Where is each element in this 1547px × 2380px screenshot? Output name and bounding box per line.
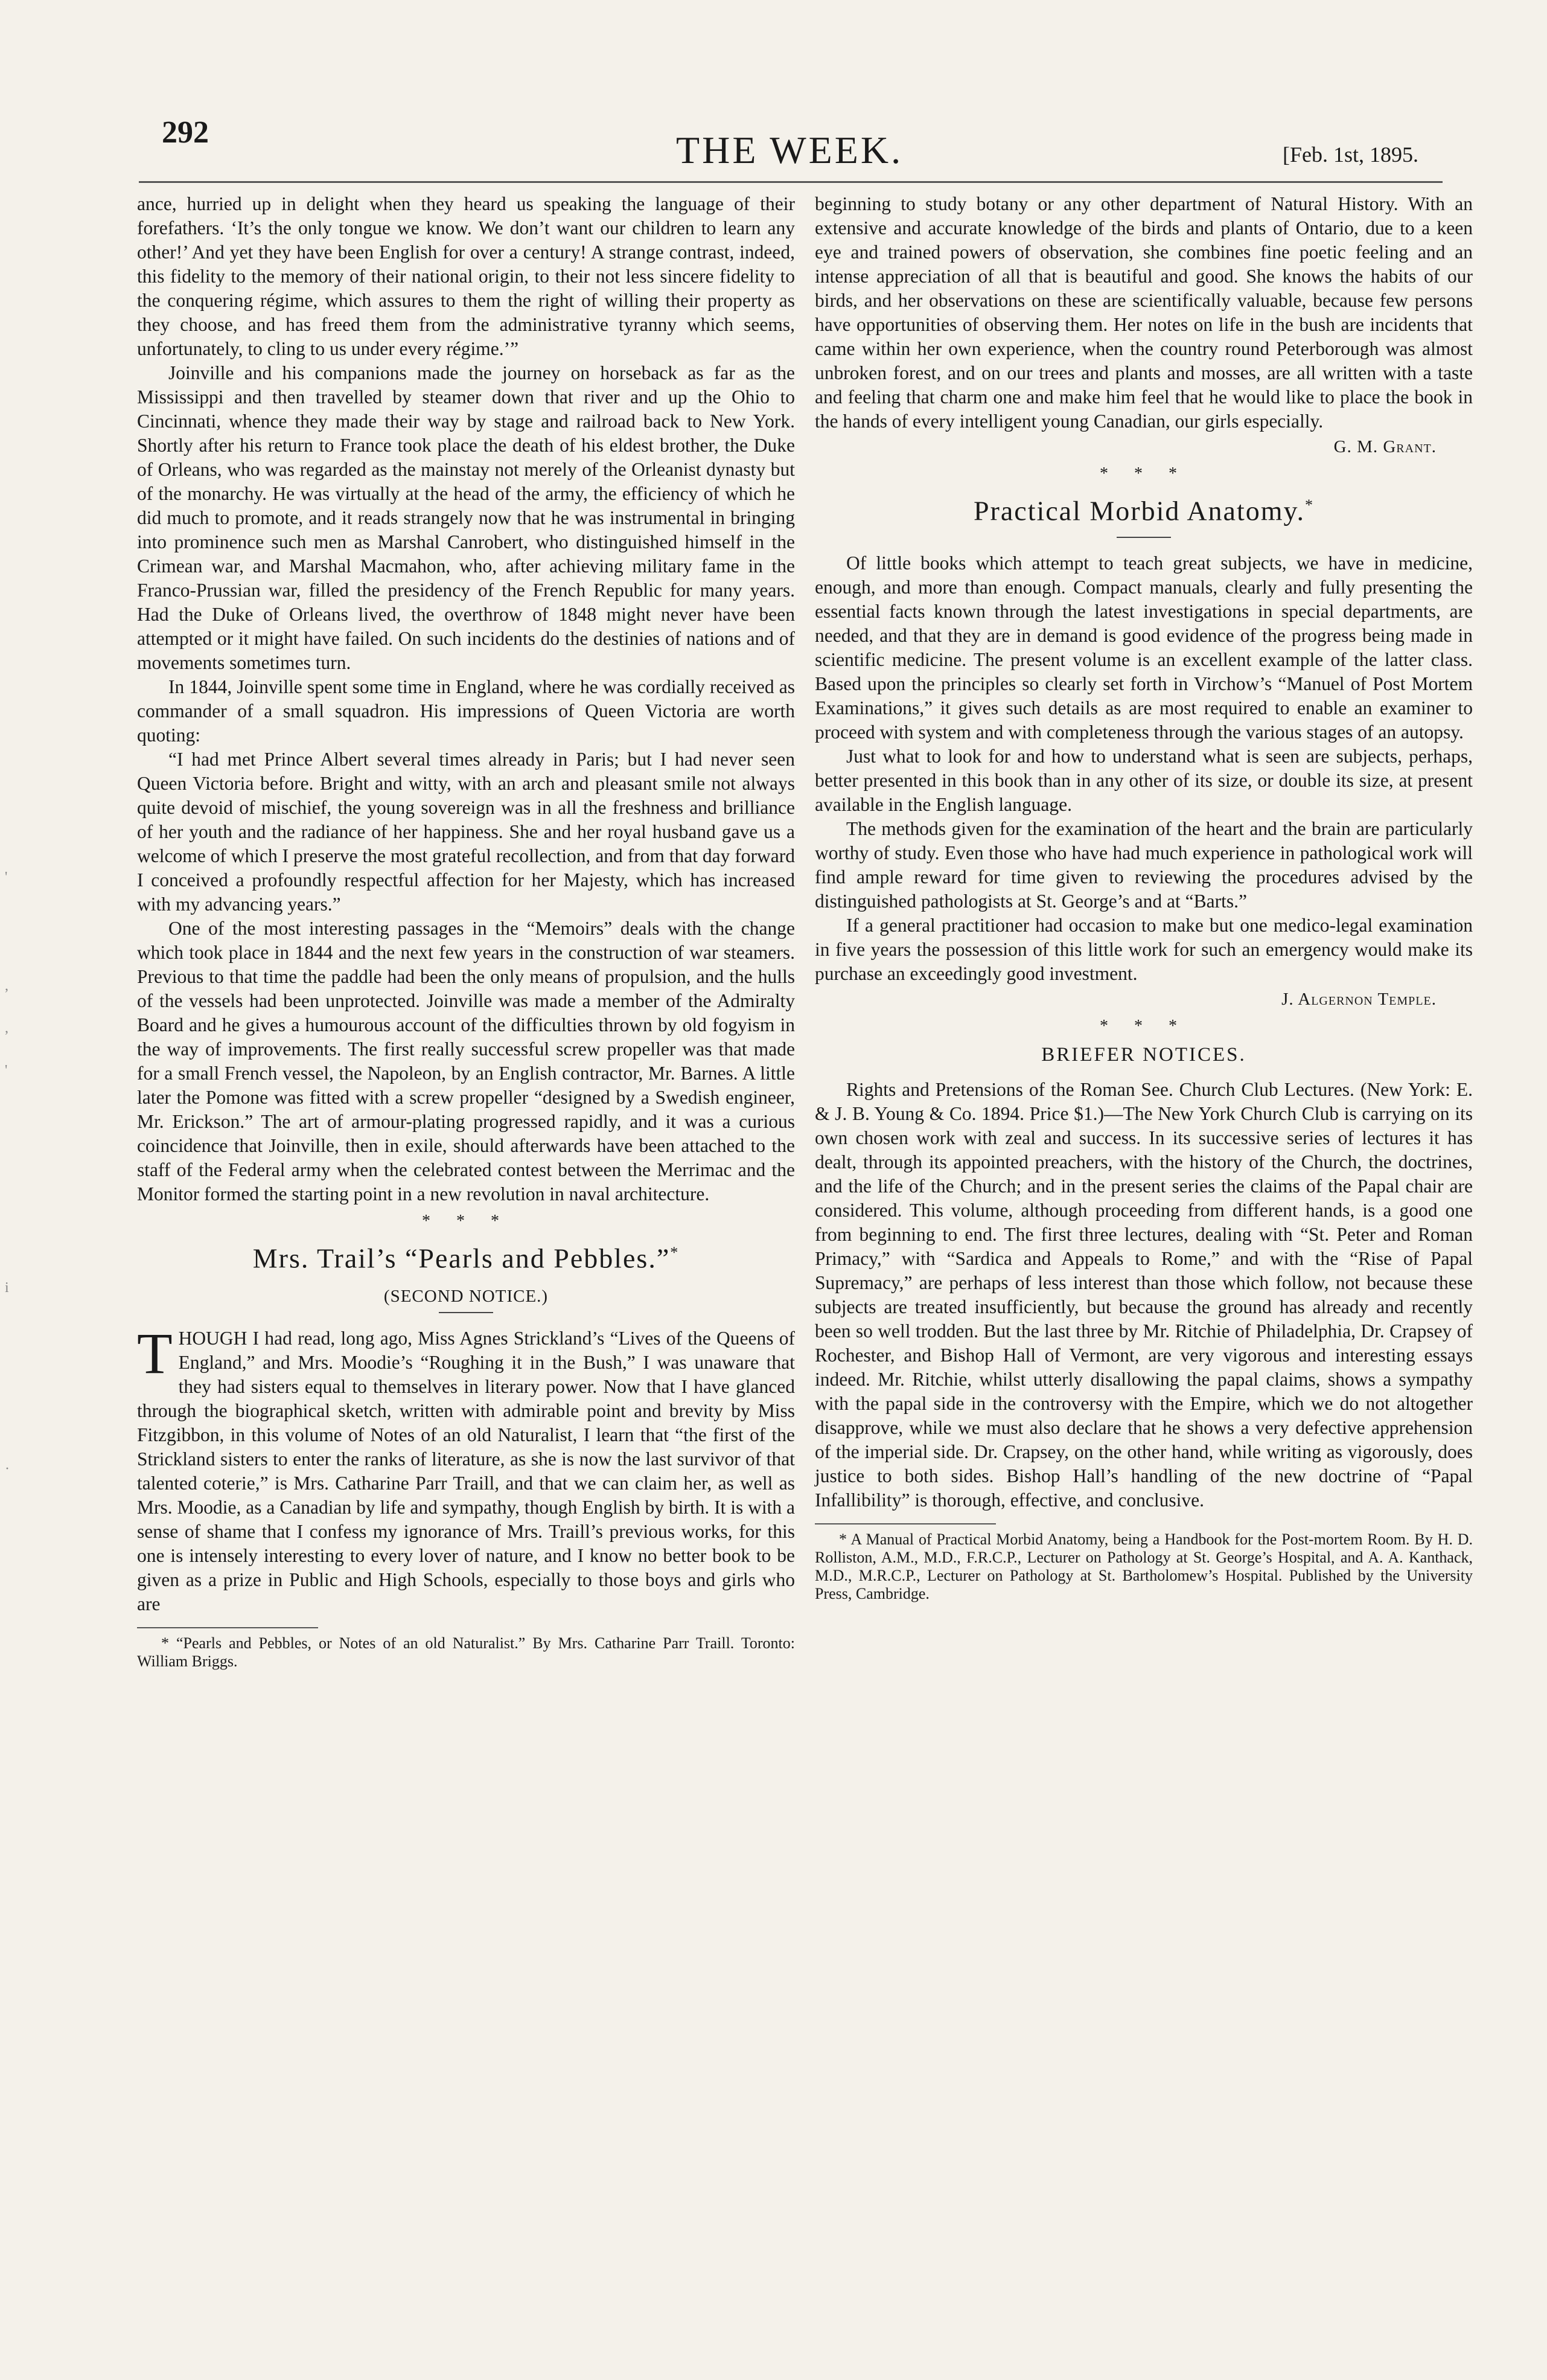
article-paragraph: Rights and Pretensions of the Roman See. Church Club Lectures. (New York: E. & J. B. Young & Co. 1894. Price $1.)—The New York Church Club is carrying on its own chosen work with zeal and success. In its successive series of lectures it has dealt, through its appointed preachers, with the history of the Church, the doctrines, and the life of the Church; and in the present series the claims of the Papal chair are considered. This volume, although proceeding from different hands, is a good one from beginning to end. The first three lectures, dealing with “St. Peter and Roman Primacy,” with “Sardica and Appeals to Rome,” and with the “Rise of Papal Supremacy,” are perhaps of less interest than those which follow, not because these subjects are treated insufficiently, but because the ground has already and recently been so well trodden. But the last three by Mr. Ritchie of Philadelphia, Dr. Crapsey of Rochester, and Bishop Hall of Vermont, are very vigorous and interesting essays indeed. Mr. Ritchie, whilst utterly disallowing the papal claims, shows a sympathy with the papal side in the controversy with the Empire, which we do not altogether disapprove, while we must also declare that he shows a very defective apprehension of the imperial side. Dr. Crapsey, on the other hand, while writing as vigorously, does justice to both sides. Bishop Hall’s handling of the new doctrine of “Papal Infallibility” is thorough, effective, and conclusive. <box>815 1079 1473 1511</box>
header-rule <box>139 181 1443 183</box>
article-paragraph: Of little books which attempt to teach great subjects, we have in medicine, enough, and more than enough. Compact manuals, clearly and fully presenting the essential facts known through the latest investigations in special departments, are needed, and that they are in demand is good evidence of the progress being made in scientific medicine. The present volume is an excellent example of the latter class. Based upon the principles so clearly set forth in Virchow’s “Manuel of Post Mortem Examinations,” it gives such details as are most required to enable an examiner to proceed with system and with completeness through the various stages of an autopsy. <box>815 552 1473 743</box>
margin-mark: ' <box>5 1063 8 1078</box>
margin-mark: , <box>5 1020 8 1036</box>
article-heading <box>137 1236 795 1275</box>
quoted-paragraph: “I had met Prince Albert several times already in Paris; but I had never seen Queen Victoria before. Bright and witty, with an arch and pleasant smile not always quite devoid of mischief, the young sovereign was in all the freshness and brilliance of her youth and the radiance of her happiness. She and her royal husband gave us a welcome of which I preserve the most grateful recollection, and from that day forward I conceived a profoundly respectful affection for her Majesty, which has increased with my advancing years.” <box>137 749 795 915</box>
margin-mark: , <box>5 978 8 994</box>
margin-mark: i <box>5 1280 9 1296</box>
drop-cap: T <box>137 1321 173 1386</box>
article-paragraph <box>137 1321 795 1616</box>
article-paragraph: Just what to look for and how to understand what is seen are subjects, perhaps, better presented in this book than in any other of its size, or double its size, at present available in the English language. <box>815 746 1473 816</box>
right-column <box>815 192 1473 1603</box>
short-rule <box>1117 537 1171 538</box>
article-paragraph: beginning to study botany or any other department of Natural History. With an extensive and accurate knowledge of the birds and plants of Ontario, due to a keen eye and trained powers of observation, she combines fine poetic feeling and an intense appreciation of all that is beautiful and good. She knows the habits of our birds, and her observations on these are scientifically valuable, because few persons have opportunities of observing them. Her notes on life in the bush are incidents that came within her own experience, when the country round Peterborough was almost unbroken forest, and on our trees and plants and mosses, are all written with a taste and feeling that charm one and make him feel that he would like to place the book in the hands of every intelligent young Canadian, our girls especially. <box>815 193 1473 432</box>
article-paragraph: Joinville and his companions made the journey on horseback as far as the Mississippi and then travelled by steamer down that river and up the Ohio to Cincinnati, whence they made their way by stage and railroad back to New York. Shortly after his return to France took place the death of his eldest brother, the Duke of Orleans, who was regarded as the mainstay not merely of the Orleanist dynasty but of the monarchy. He was virtually at the head of the army, the efficiency of which he did much to promote, and it reads strangely now that he was instrumental in bringing into prominence such men as Marshal Canrobert, who distinguished himself in the Crimean war, and Marshal Macmahon, who, after achieving military fame in the Franco-Prussian war, filled the presidency of the French Republic for many years. Had the Duke of Orleans lived, the overthrow of 1848 might never have been attempted or it might have failed. On such incidents do the destinies of nations and of movements sometimes turn. <box>137 362 795 673</box>
margin-mark: · <box>5 1461 10 1477</box>
article-paragraph: The methods given for the examination of the heart and the brain are particularly worthy of study. Even those who have had much experience in pathological work will find ample reward for time given to reviewing the procedures advised by the distinguished pathologists at St. George’s and at “Barts.” <box>815 818 1473 912</box>
article-paragraph: ance, hurried up in delight when they heard us speaking the language of their forefathers. ‘It’s the only tongue we know. We don’t want our children to learn any other!’ And yet they have been English for over a century! A strange contrast, indeed, this fidelity to the memory of their national origin, to their not less sincere fidelity to the conquering régime, which assures to them the right of willing their property as they choose, and has freed them from the administrative tyranny which seems, unfortunately, to cling to us under every régime.’” <box>137 193 795 359</box>
footnote: * “Pearls and Pebbles, or Notes of an old Naturalist.” By Mrs. Catharine Parr Traill. Toronto: William Briggs. <box>137 1634 795 1671</box>
footnote-marker: * <box>1305 496 1315 514</box>
article-subheading: (SECOND NOTICE.) <box>383 1287 549 1307</box>
section-divider-stars: * * * <box>1100 1017 1188 1036</box>
article-paragraph: In 1844, Joinville spent some time in England, where he was cordially received as commander of a small squadron. His impressions of Queen Victoria are worth quoting: <box>137 676 795 746</box>
footnote-marker: * <box>670 1244 680 1261</box>
footnote: * A Manual of Practical Morbid Anatomy, being a Handbook for the Post-mortem Room. By H. D. Rolliston, A.M., M.D., F.R.C.P., Lecturer on Pathology at St. George’s Hospital, and A. A. Kanthack, M.D., M.R.C.P., Lecturer on Pathology at St. Bartholomew’s Hospital. Published by the University Press, Cambridge. <box>815 1531 1473 1603</box>
author-signature-text: G. M. Grant. <box>1333 437 1437 456</box>
page-number: 292 <box>162 115 209 150</box>
article-heading <box>815 489 1473 527</box>
section-divider-stars: * * * <box>422 1212 510 1230</box>
article-heading-text: Practical Morbid Anatomy. <box>973 495 1306 526</box>
article-heading-text: Mrs. Trail’s “Pearls and Pebbles.” <box>252 1243 671 1274</box>
masthead-title: THE WEEK. <box>676 129 904 171</box>
left-column <box>137 192 795 1671</box>
footnote-rule <box>815 1523 996 1524</box>
short-rule <box>439 1312 493 1313</box>
footnote-rule <box>137 1627 318 1628</box>
section-heading: BRIEFER NOTICES. <box>1041 1044 1246 1066</box>
issue-date: [Feb. 1st, 1895. <box>1283 142 1418 167</box>
margin-mark: ' <box>5 869 8 885</box>
article-paragraph-text: HOUGH I had read, long ago, Miss Agnes Strickland’s “Lives of the Queens of England,” and Mrs. Moodie’s “Roughing it in the Bush,” I was unaware that they had sisters equal to themselves in literary power. Now that I have glanced through the biographical sketch, written with admirable point and brevity by Miss Fitzgibbon, in this volume of Notes of an old Naturalist, I learn that “the first of the Strickland sisters to enter the ranks of literature, as she is now the last survivor of that talented coterie,” is Mrs. Catharine Parr Traill, and that we can claim her, as well as Mrs. Moodie, as a Canadian by life and sympathy, though English by birth. It is with a sense of shame that I confess my ignorance of Mrs. Traill’s previous works, for this one is intensely interesting to every lover of nature, and I know no better book to be given as a prize in Public and High Schools, especially to those boys and girls who are <box>137 1328 795 1615</box>
article-paragraph: If a general practitioner had occasion to make but one medico-legal examination in five years the possession of this little work for such an emergency would make its purchase an exceedingly good investment. <box>815 915 1473 985</box>
author-signature <box>815 987 1437 1011</box>
section-divider-stars: * * * <box>1100 464 1188 483</box>
author-signature <box>815 435 1437 459</box>
author-signature-text: J. Algernon Temple. <box>1281 990 1437 1009</box>
article-paragraph: One of the most interesting passages in the “Memoirs” deals with the change which took place in 1844 and the next few years in the construction of war steamers. Previous to that time the paddle had been the only means of propulsion, and the hulls of the vessels had been unprotected. Joinville was made a member of the Admiralty Board and he gives a humourous account of the difficulties thrown by old fogyism in the way of improvements. The first really successful screw propeller was that made for a small French vessel, the Napoleon, by an English contractor, Mr. Barnes. A little later the Pomone was fitted with a screw propeller “designed by a Swedish engineer, Mr. Erickson.” The art of armour-plating progressed rapidly, and it was a curious coincidence that Joinville, then in exile, should afterwards have been attached to the staff of the Federal army when the celebrated contest between the Merrimac and the Monitor formed the starting point in a new revolution in naval architecture. <box>137 918 795 1204</box>
